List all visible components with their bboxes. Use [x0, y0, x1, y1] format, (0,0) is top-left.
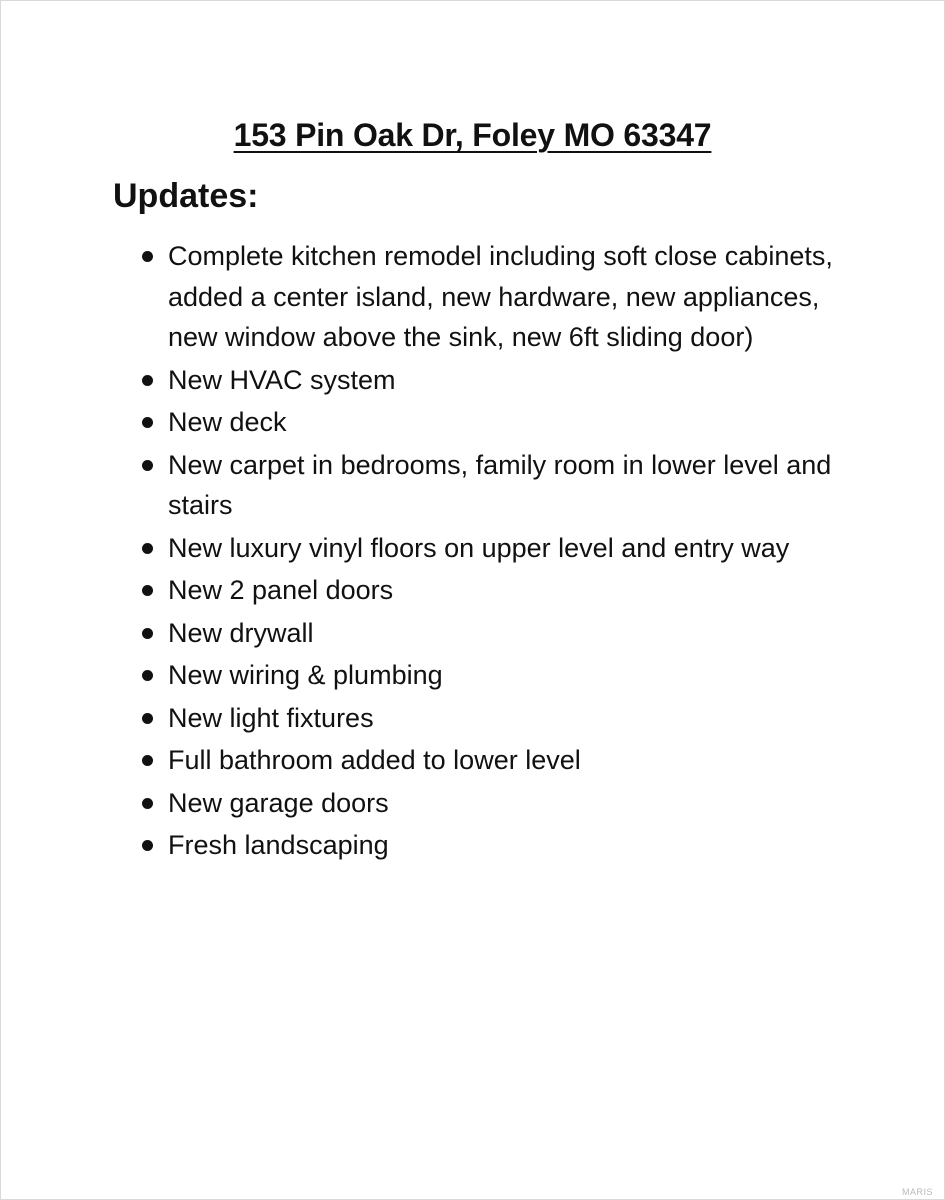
bullet-icon: [142, 713, 153, 724]
document-title: 153 Pin Oak Dr, Foley MO 63347: [233, 117, 712, 153]
list-item-text: New HVAC system: [168, 364, 396, 395]
list-item: [140, 655, 840, 696]
bullet-icon: [142, 840, 153, 851]
list-item-text: New light fixtures: [168, 702, 374, 733]
list-item-text: New 2 panel doors: [168, 575, 394, 605]
list-item: [140, 236, 840, 358]
updates-list: [140, 236, 840, 868]
list-item: [140, 698, 840, 739]
bullet-icon: [142, 755, 153, 766]
list-item-text: New deck: [168, 407, 287, 437]
list-item: [140, 783, 840, 824]
bullet-icon: [142, 375, 153, 386]
list-item-text: New luxury vinyl floors on upper level and entry way: [168, 532, 790, 563]
bullet-icon: [142, 251, 153, 262]
bullet-icon: [142, 628, 153, 639]
list-item-text: Full bathroom added to lower level: [168, 745, 581, 775]
bullet-icon: [142, 460, 153, 471]
bullet-icon: [142, 670, 153, 681]
bullet-icon: [142, 543, 153, 554]
list-item-text: Fresh landscaping: [168, 830, 389, 860]
list-item: [140, 528, 840, 569]
section-heading: Updates:: [113, 177, 259, 215]
bullet-icon: [142, 585, 153, 596]
list-item: [140, 570, 840, 611]
list-item-text: New garage doors: [168, 787, 389, 818]
list-item: [140, 613, 840, 654]
list-item-text: Complete kitchen remodel including soft close cabinets, added a center island, new hardware, new appliances, new window above the sink, new 6ft sliding door): [168, 241, 833, 352]
list-item: [140, 402, 840, 443]
bullet-icon: [142, 798, 153, 809]
bullet-icon: [142, 417, 153, 428]
watermark: MARIS: [901, 1187, 933, 1197]
list-item: [140, 360, 840, 401]
list-item: [140, 825, 840, 866]
list-item-text: New wiring & plumbing: [168, 660, 443, 690]
list-item: [140, 445, 840, 526]
list-item-text: New drywall: [168, 617, 314, 648]
list-item-text: New carpet in bedrooms, family room in lower level and stairs: [168, 449, 832, 520]
list-item: [140, 740, 840, 781]
